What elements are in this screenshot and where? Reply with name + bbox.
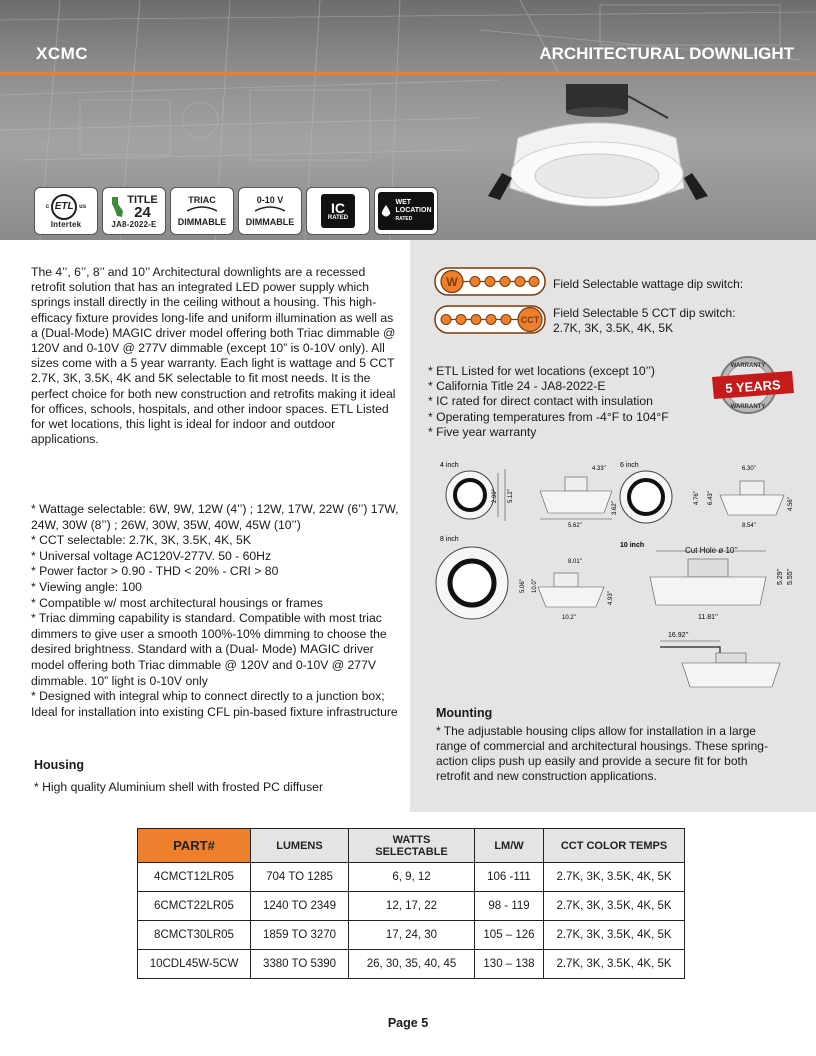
spec-item: * Compatible w/ most architectural housings or frames <box>31 595 323 610</box>
drawing-4in-title: 4 inch <box>440 462 459 469</box>
dimmer-wave-icon <box>255 205 285 213</box>
drawing-8in-bottom: 10.2’’ <box>562 615 577 621</box>
cell-lumens: 3380 TO 5390 <box>251 950 349 979</box>
title24-line1: TITLE <box>127 193 158 206</box>
dim010-line1: 0-10 V <box>256 195 284 205</box>
etl-mark: ETL <box>54 201 74 212</box>
col-part: PART# <box>138 829 251 863</box>
etl-logo-icon <box>51 194 77 220</box>
drawing-8in-h3: 4.93’’ <box>608 590 614 605</box>
cell-lumens: 1859 TO 3270 <box>251 921 349 950</box>
certification-badges <box>34 187 438 235</box>
cell-lmw: 106 -111 <box>475 863 544 892</box>
cell-lmw: 130 – 138 <box>475 950 544 979</box>
spec-list <box>31 502 403 720</box>
water-drop-icon <box>380 204 392 218</box>
drawing-10in-title: 10 inch <box>620 542 645 549</box>
feature-item: * ETL Listed for wet locations (except 10’’) <box>428 364 655 378</box>
etl-badge <box>34 187 98 235</box>
warranty-bottom-text: WARRANTY <box>730 404 766 410</box>
drawing-8in-h2: 10.0’’ <box>532 578 538 593</box>
drawing-10in-bottom: 11.81’’ <box>698 614 718 621</box>
drawing-4in-bottom: 5.62’’ <box>568 523 583 529</box>
drawing-8in-h1: 5.06’’ <box>520 578 526 593</box>
dip-switch-diagram <box>432 266 550 342</box>
downlight-product-photo <box>478 78 718 218</box>
spec-item: * Viewing angle: 100 <box>31 579 142 594</box>
col-watts-line2: SELECTABLE <box>375 845 448 858</box>
wet-line2: LOCATION <box>395 207 432 214</box>
col-lumens: LUMENS <box>251 829 349 863</box>
triac-line1: TRIAC <box>188 195 216 205</box>
ic-line2: RATED <box>327 215 349 221</box>
warranty-seal-icon <box>708 355 804 415</box>
part-spec-table <box>137 828 685 979</box>
drawing-4in-h3: 3.62’’ <box>612 500 618 515</box>
wattage-dip-label: Field Selectable wattage dip switch: <box>553 277 744 291</box>
warranty-years-text: 5 YEARS <box>724 377 782 396</box>
spec-item: * Power factor > 0.90 - THD < 20% - CRI > 80 <box>31 564 279 579</box>
california-map-icon <box>110 196 124 218</box>
etl-caption: Intertek <box>50 219 82 229</box>
housing-heading: Housing <box>34 758 84 772</box>
ic-rated-badge <box>306 187 370 235</box>
drawing-10in-h1: 5.29’’ <box>777 568 784 585</box>
cell-watts: 6, 9, 12 <box>349 863 475 892</box>
cell-cct: 2.7K, 3K, 3.5K, 4K, 5K <box>544 892 685 921</box>
accent-divider <box>0 72 816 75</box>
wet-line3: RATED <box>395 216 413 222</box>
cell-cct: 2.7K, 3K, 3.5K, 4K, 5K <box>544 950 685 979</box>
dimension-drawings <box>420 455 810 695</box>
title24-caption: JA8-2022-E <box>111 219 157 229</box>
spec-item: * Universal voltage AC120V-277V. 50 - 60Hz <box>31 548 272 563</box>
table-row <box>138 921 685 950</box>
table-row <box>138 950 685 979</box>
cell-lumens: 704 TO 1285 <box>251 863 349 892</box>
feature-list <box>428 364 708 440</box>
cell-cct: 2.7K, 3K, 3.5K, 4K, 5K <box>544 921 685 950</box>
table-row <box>138 892 685 921</box>
dimmer-wave-icon <box>187 205 217 213</box>
triac-caption: DIMMABLE <box>177 217 227 227</box>
drawing-8in-title: 8 inch <box>440 536 459 543</box>
drawing-6in-h1: 4.76’’ <box>694 490 700 505</box>
feature-item: * Operating temperatures from -4°F to 104°F <box>428 409 669 424</box>
wet-line1: WET <box>395 199 412 206</box>
cell-part: 6CMCT22LR05 <box>138 892 251 921</box>
mounting-heading: Mounting <box>436 706 493 720</box>
spec-item: * Wattage selectable: 6W, 9W, 12W (4’’) ; 12W, 17W, 22W (6’’) 17W, 24W, 30W (8’’) ; 26W, 30W, 35W, 40W, 45W (10’’) <box>31 502 399 532</box>
header-banner <box>0 0 816 240</box>
triac-badge <box>170 187 234 235</box>
cell-lmw: 105 – 126 <box>475 921 544 950</box>
col-cct: CCT COLOR TEMPS <box>544 829 685 863</box>
cell-watts: 17, 24, 30 <box>349 921 475 950</box>
table-header-row <box>138 829 685 863</box>
cell-part: 10CDL45W-5CW <box>138 950 251 979</box>
drawing-6in-h2: 6.43’’ <box>708 490 714 505</box>
feature-item: * IC rated for direct contact with insulation <box>428 394 653 409</box>
cell-part: 8CMCT30LR05 <box>138 921 251 950</box>
col-watts <box>349 829 475 863</box>
cct-dip-label-line1: Field Selectable 5 CCT dip switch: <box>553 306 736 320</box>
dip-w-letter: W <box>446 275 458 289</box>
drawing-6in-top: 6.30’’ <box>742 466 757 472</box>
ic-line1: IC <box>331 200 345 216</box>
drawing-10in-h2: 5.55’’ <box>787 568 794 585</box>
drawing-6in-h3: 4.56’’ <box>788 496 794 511</box>
dip-cct-letters: CCT <box>520 315 540 325</box>
page-number: Page 5 <box>387 1016 429 1030</box>
feature-item: * Five year warranty <box>428 424 537 439</box>
cct-dip-label <box>553 306 736 335</box>
product-description: The 4’’, 6’’, 8’’ and 10’’ Architectural downlights are a recessed retrofit solution that has an integrated LED power supply which springs install directly in the ceiling without a housing. This high-efficacy fixture provides long-life and uniform illumination as well as a (Dual-Mode) MAGIC driver model offering both Triac dimmable @ 120V and 0-10V @ 277V dimmable (except 10” is 0-10V only). All sizes come with a 5 year warranty. Each light is wattage and 5 CCT 2.7K, 3K, 3.5K, 4K and 5K selectable to fit most needs. It is the perfect choice for both new construction and retrofits making it ideal for offices, schools, hospitals, and other indoor spaces. ETL Listed for wet locations, this light is ideal for indoor and outdoor applications. <box>31 265 396 447</box>
housing-text: * High quality Aluminium shell with frosted PC diffuser <box>34 780 324 794</box>
drawing-6in-bottom: 8.54’’ <box>742 523 757 529</box>
drawing-6in-title: 6 inch <box>620 462 639 469</box>
product-type-title: ARCHITECTURAL DOWNLIGHT <box>539 44 794 63</box>
warranty-top-text: WARRANTY <box>730 363 766 369</box>
drawing-4in-top: 4.33’’ <box>592 466 607 472</box>
cell-watts: 12, 17, 22 <box>349 892 475 921</box>
brand-name: XCMC <box>36 44 89 63</box>
spec-item: * Designed with integral whip to connect directly to a junction box; Ideal for installation into existing CFL pin-based fixture infrastructure <box>31 689 398 719</box>
cell-part: 4CMCT12LR05 <box>138 863 251 892</box>
drawing-10in-cut: Cut Hole ø 10’’ <box>685 546 738 555</box>
col-watts-line1: WATTS <box>392 833 431 846</box>
title24-line2: 24 <box>134 203 151 221</box>
etl-us-mark: us <box>79 203 87 210</box>
feature-item: * California Title 24 - JA8-2022-E <box>428 379 606 394</box>
mounting-text: * The adjustable housing clips allow for installation in a large range of commercial and architectural housings. These spring-action clips push up easily and provide a secure fit for both retrofit and new construction applications. <box>436 724 768 783</box>
cell-lumens: 1240 TO 2349 <box>251 892 349 921</box>
cct-dip-label-line2: 2.7K, 3K, 3.5K, 4K, 5K <box>553 320 674 335</box>
cell-cct: 2.7K, 3K, 3.5K, 4K, 5K <box>544 863 685 892</box>
spec-item: * CCT selectable: 2.7K, 3K, 3.5K, 4K, 5K <box>31 533 251 548</box>
etl-c-mark: c <box>45 203 50 210</box>
dim-010-badge <box>238 187 302 235</box>
drawing-8in-top: 8.01’’ <box>568 559 583 565</box>
cell-watts: 26, 30, 35, 40, 45 <box>349 950 475 979</box>
drawing-4in-h1: 2.99’’ <box>492 488 498 503</box>
table-row <box>138 863 685 892</box>
drawing-10in-whip: 16.92’’ <box>668 632 689 639</box>
title24-badge <box>102 187 166 235</box>
cell-lmw: 98 - 119 <box>475 892 544 921</box>
wet-location-badge <box>374 187 438 235</box>
dim010-caption: DIMMABLE <box>245 217 295 227</box>
col-lmw: LM/W <box>475 829 544 863</box>
spec-item: * Triac dimming capability is standard. Compatible with most triac dimmers to give user a smooth 100%-10% dimming to choose the desired brightness. Standard with a (Dual- Mode) MAGIC driver model offering both Triac dimmable @ 120V and 0-10V @ 277V dimmable. 10” light is 0-10V only <box>31 611 387 688</box>
drawing-4in-h2: 5.12’’ <box>508 488 514 503</box>
